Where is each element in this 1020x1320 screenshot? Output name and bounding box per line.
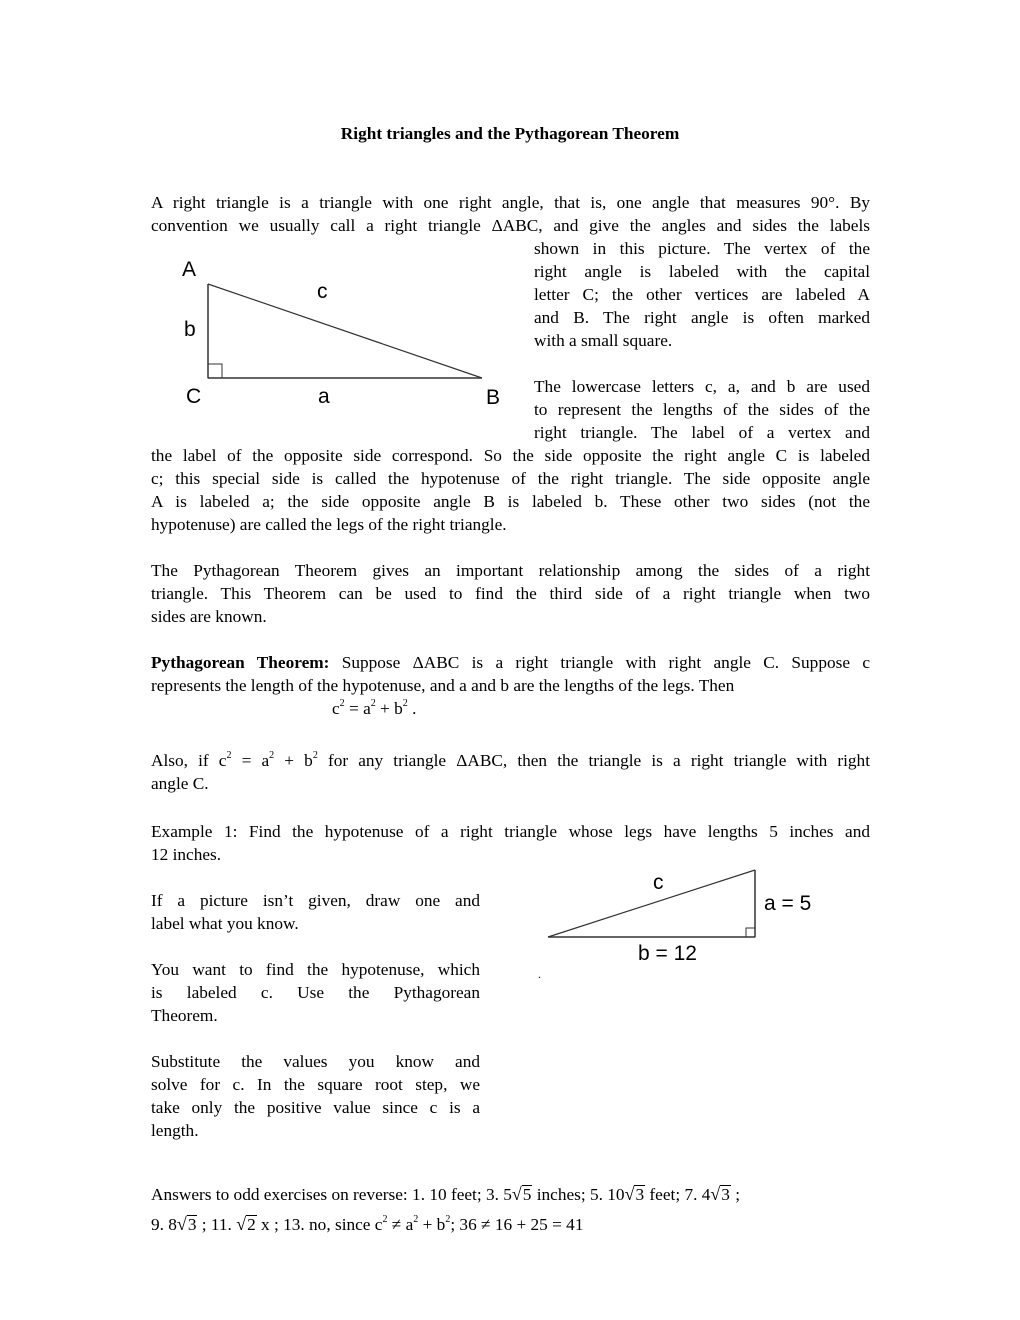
paragraph-line: the label of the opposite side correspond. So the side opposite the right angle C is labeled: [151, 446, 870, 465]
side-line: right triangle. The label of a vertex and: [534, 423, 870, 442]
intro-line-1: A right triangle is a triangle with one right angle, that is, one angle that measures 90°. By: [151, 193, 870, 212]
side-line: with a small square.: [534, 331, 673, 350]
paragraph-line: A is labeled a; the side opposite angle B is labeled b. These other two sides (not the: [151, 492, 870, 511]
theorem-text: Suppose ΔABC is a right triangle with right angle C. Suppose c: [329, 653, 870, 672]
example-1-steps: [151, 889, 480, 1142]
theorem-formula: $c^2 = a^2 + b^2$ .: [332, 698, 417, 718]
step-line: solve for c. In the square root step, we: [151, 1075, 480, 1094]
triangle-abc-figure: [160, 250, 520, 420]
side-line: letter C; the other vertices are labeled A: [534, 285, 870, 304]
sqrt-3: √3: [176, 1214, 197, 1234]
step-line: Substitute the values you know and: [151, 1052, 480, 1071]
hypotenuse-c-label: c: [653, 871, 664, 894]
intro-side-text: [534, 237, 870, 444]
paragraph-line: triangle. This Theorem can be used to find the third side of a right triangle when two: [151, 584, 870, 603]
sqrt-5: √5: [511, 1184, 532, 1204]
theorem-text: represents the length of the hypotenuse, and a and b are the lengths of the legs. Then: [151, 676, 735, 695]
side-b-label: b: [184, 318, 196, 341]
page-title: Right triangles and the Pythagorean Theorem: [340, 124, 680, 143]
intro-continued: [151, 444, 870, 536]
step-line: is labeled c. Use the Pythagorean: [151, 983, 480, 1002]
side-a-5-label: a = 5: [764, 892, 812, 915]
side-line: The lowercase letters c, a, and b are used: [534, 377, 870, 396]
answers-section: [151, 1183, 870, 1236]
paragraph-line: The Pythagorean Theorem gives an important relationship among the sides of a right: [151, 561, 870, 580]
paragraph-line: hypotenuse) are called the legs of the right triangle.: [151, 515, 507, 534]
step-line: take only the positive value since c is a: [151, 1098, 480, 1117]
side-line: and B. The right angle is often marked: [534, 308, 870, 327]
paragraph-line: sides are known.: [151, 607, 267, 626]
vertex-a-label: A: [182, 258, 197, 281]
step-line: label what you know.: [151, 914, 299, 933]
theorem-statement: [151, 651, 870, 720]
example-triangle-diagram: [540, 865, 840, 985]
step-line: If a picture isn’t given, draw one and: [151, 891, 480, 910]
triangle-5-12-figure: [540, 865, 840, 985]
answers-line-2: 9. 8√3 ; 11. √2 x ; 13. no, since $c^2 \ne a^2 + b^2$; 36 ≠ 16 + 25 = 41: [151, 1214, 584, 1234]
example-1-heading: Example 1: Find the hypotenuse of a right triangle whose legs have lengths 5 inches and 12 inches.: [151, 822, 870, 864]
side-line: right angle is labeled with the capital: [534, 262, 870, 281]
vertex-b-label: B: [486, 386, 501, 409]
step-line: length.: [151, 1121, 199, 1140]
step-line: Theorem.: [151, 1006, 218, 1025]
step-line: You want to find the hypotenuse, which: [151, 960, 480, 979]
side-c-label: c: [317, 280, 328, 303]
right-triangle-diagram: [160, 250, 520, 420]
vertex-c-label: C: [186, 385, 202, 408]
intro-line-2: convention we usually call a right triangle ΔABC, and give the angles and sides the labels: [151, 216, 870, 235]
paragraph-line: c; this special side is called the hypotenuse of the right triangle. The side opposite angle: [151, 469, 870, 488]
side-line: to represent the lengths of the sides of the: [534, 400, 870, 419]
side-b-12-label: b = 12: [638, 942, 697, 965]
sqrt-3: √3: [710, 1184, 730, 1204]
theorem-intro: [151, 559, 870, 628]
sqrt-2: √2: [236, 1214, 256, 1234]
stray-dot: .: [538, 967, 541, 981]
side-line: shown in this picture. The vertex of the: [534, 239, 870, 258]
converse-formula: $c^2 = a^2 + b^2$: [218, 750, 318, 770]
converse-statement: Also, if $c^2 = a^2 + b^2$ for any triangle ΔABC, then the triangle is a right triangle with right angle C.: [151, 750, 870, 793]
theorem-label: Pythagorean Theorem:: [151, 653, 330, 672]
side-a-label: a: [318, 385, 330, 408]
answers-line-1: Answers to odd exercises on reverse: 1. 10 feet; 3. 5√5 inches; 5. 10√3 feet; 7. 4√3 ;: [151, 1184, 741, 1204]
sqrt-3: √3: [624, 1184, 645, 1204]
